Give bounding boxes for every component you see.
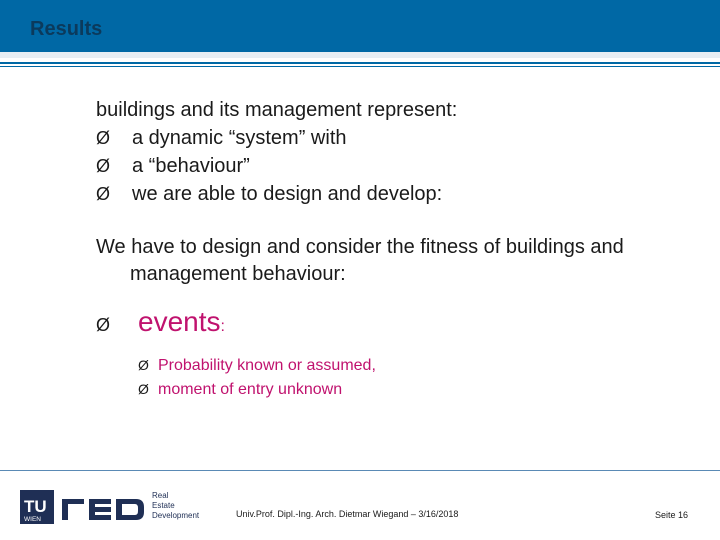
sub-bullet-text: Probability known or assumed, [158, 357, 376, 374]
bullet-text: a “behaviour” [132, 155, 250, 177]
logo-line-estate: Estate [152, 501, 175, 510]
logo-letter-r [62, 499, 84, 520]
body-paragraph: We have to design and consider the fitness of buildings and management behaviour: [96, 236, 624, 285]
intro-text: buildings and its management represent: [96, 99, 458, 121]
logo-letter-d [116, 499, 144, 520]
sub-bullet-item [138, 378, 706, 402]
sub-bullet-list [96, 354, 706, 402]
logo-letter-e [89, 499, 111, 520]
bullet-item [96, 124, 706, 152]
bullet-text: we are able to design and develop: [132, 183, 443, 205]
events-bullet [96, 306, 706, 338]
arrow-bullet-icon: Ø [96, 184, 111, 204]
sub-bullet-text: moment of entry unknown [158, 381, 343, 398]
arrow-bullet-icon: Ø [96, 315, 111, 335]
logo-line-development: Development [152, 511, 200, 520]
events-label: events [138, 306, 221, 337]
footer-divider [0, 470, 720, 471]
tu-logo-letters: TU [24, 497, 47, 516]
logo-caption [152, 491, 199, 521]
footer-credit: Univ.Prof. Dipl.-Ing. Arch. Dietmar Wiegand – 3/16/2018 [236, 509, 459, 519]
page-number: Seite 16 [655, 510, 689, 520]
header-divider-line [0, 62, 720, 64]
arrow-bullet-icon: Ø [96, 128, 111, 148]
logo-line-real: Real [152, 491, 169, 500]
bullet-item [96, 152, 706, 180]
sub-bullet-item [138, 354, 706, 378]
slide-title: Results [30, 18, 103, 40]
wien-logo-letters: WIEN [24, 516, 41, 523]
arrow-bullet-icon: Ø [96, 156, 111, 176]
header-divider [0, 52, 720, 58]
bullet-item [96, 180, 706, 208]
slide-content [96, 96, 706, 402]
header-bar [0, 0, 720, 52]
arrow-bullet-icon: Ø [138, 381, 149, 397]
header-divider-line-2 [0, 66, 720, 67]
bullet-text: a dynamic “system” with [132, 127, 347, 149]
arrow-bullet-icon: Ø [138, 357, 149, 373]
events-colon: : [220, 318, 225, 335]
